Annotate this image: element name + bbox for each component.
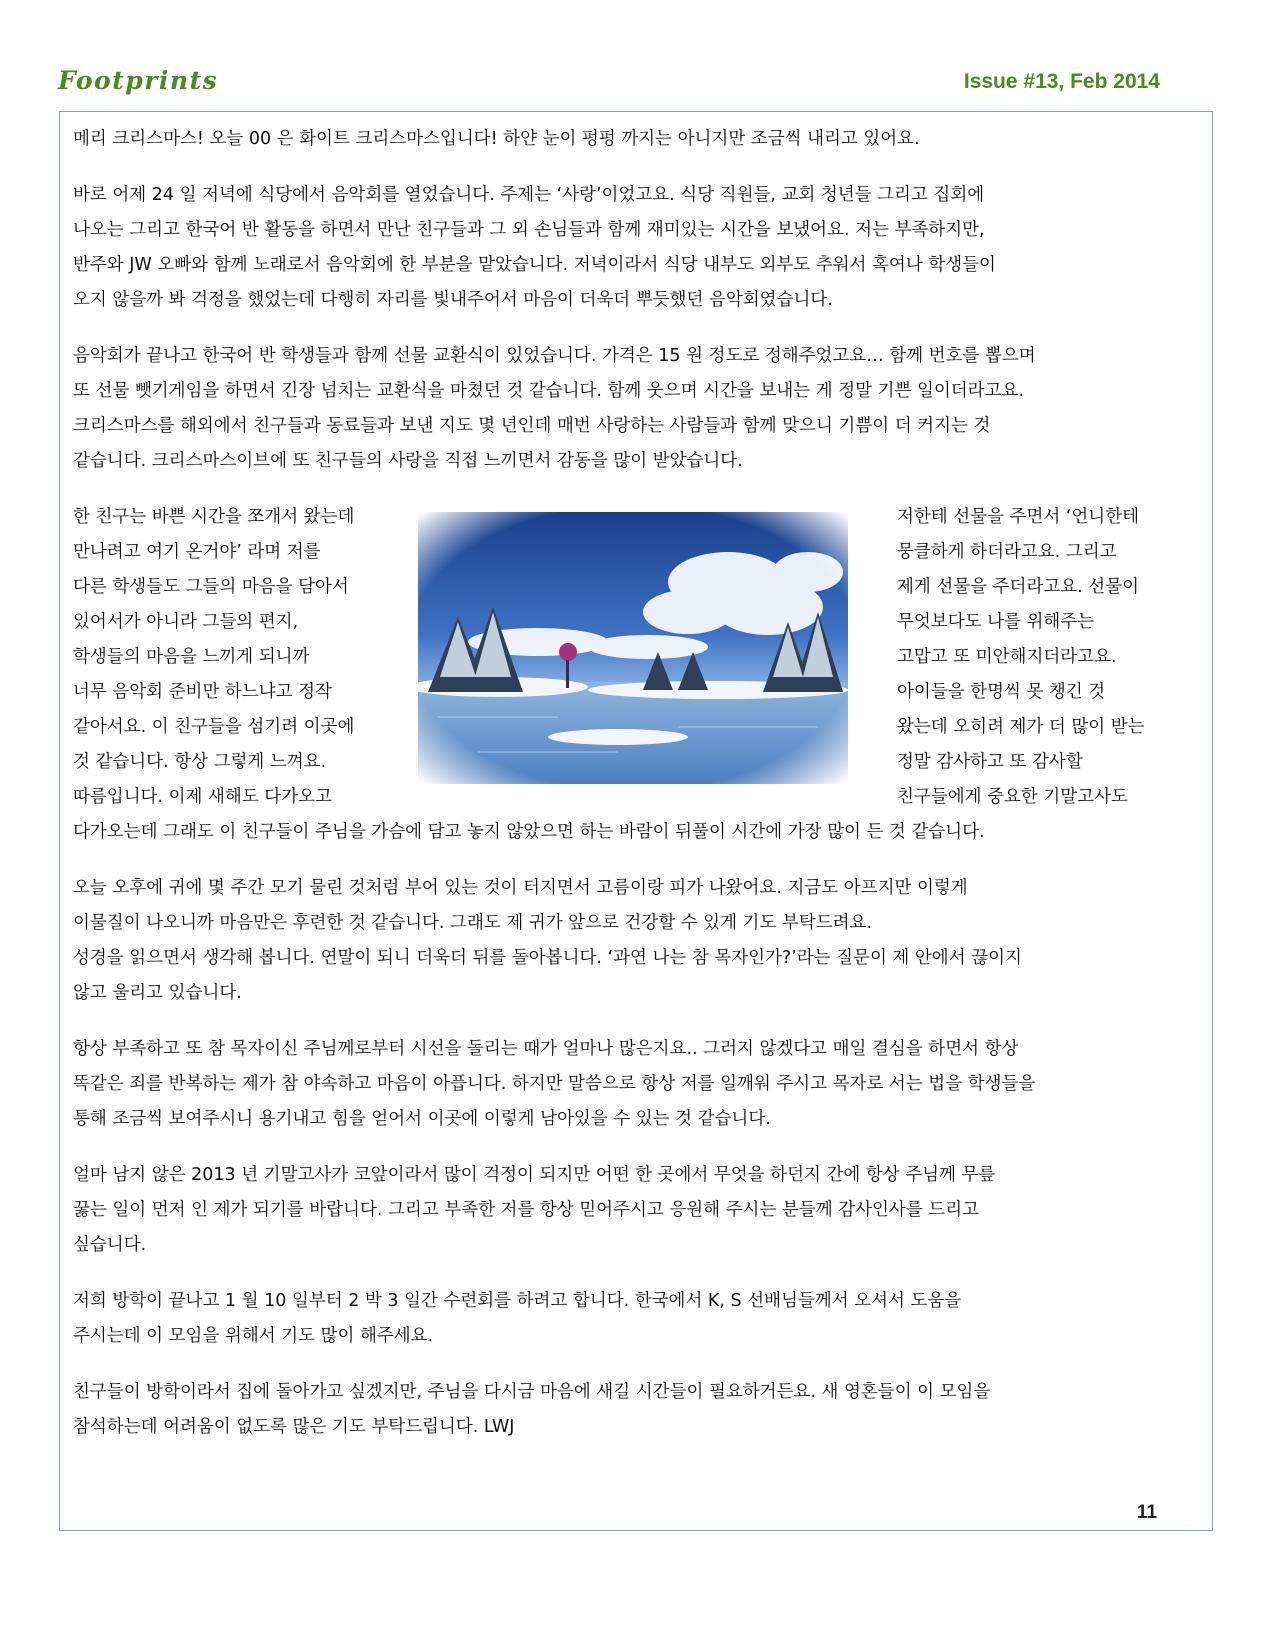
page-number: 11 bbox=[1136, 1502, 1157, 1523]
paragraph-4-right-column: 저한테 선물을 주면서 ‘언니한테 뭉클하게 하더라고요. 그리고 제게 선물을 주더라고요. 선물이 무엇보다도 나를 위해주는 고맙고 또 미안해지더라고요. 아이들을 한명씩 못 챙긴 것 왔는데 오히려 제가 더 많이 받는 정말 감사하고 또 감사할 친구들에게 중요한 기말고사도 bbox=[897, 507, 1145, 807]
issue-label: Issue #13, Feb 2014 bbox=[963, 70, 1160, 93]
paragraph-4-end: 다가오는데 그래도 이 친구들이 주님을 가슴에 담고 놓지 않았으면 하는 바람이 뒤풀이 시간에 가장 많이 든 것 같습니다. bbox=[73, 822, 985, 842]
article-body bbox=[73, 122, 1198, 1445]
paragraph-7: 얼마 남지 않은 2013 년 기말고사가 코앞이라서 많이 걱정이 되지만 어떤 한 곳에서 무엇을 하던지 간에 항상 주님께 무릎 꿇는 일이 먼저 인 제가 되기를 바랍니다. 그리고 부족한 저를 항상 믿어주시고 응원해 주시는 분들께 감사인사를 드리고 싶습니다. bbox=[73, 1165, 996, 1255]
paragraph-9: 친구들이 방학이라서 집에 돌아가고 싶겠지만, 주님을 다시금 마음에 새길 시간들이 필요하거든요. 새 영혼들이 이 모임을 참석하는데 어려움이 없도록 많은 기도 부탁드립니다. LWJ bbox=[73, 1382, 991, 1437]
paragraph-1: 메리 크리스마스! 오늘 00 은 화이트 크리스마스입니다! 하얀 눈이 펑펑 까지는 아니지만 조금씩 내리고 있어요. bbox=[73, 129, 920, 149]
newsletter-title: Footprints bbox=[58, 66, 219, 95]
paragraph-8: 저희 방학이 끝나고 1 월 10 일부터 2 박 3 일간 수련회를 하려고 합니다. 한국에서 K, S 선배님들께서 오셔서 도움을 주시는데 이 모임을 위해서 기도 많이 해주세요. bbox=[73, 1291, 962, 1346]
paragraph-2: 바로 어제 24 일 저녁에 식당에서 음악회를 열었습니다. 주제는 ‘사랑’이었고요. 식당 직원들, 교회 청년들 그리고 집회에 나오는 그리고 한국어 반 활동을 하면서 만난 친구들과 그 외 손님들과 함께 재미있는 시간을 보냈어요. 저는 부족하지만, 반주와 JW 오빠와 함께 노래로서 음악회에 한 부분을 맡았습니다. 저녁이라서 식당 내부도 외부도 추워서 혹여나 학생들이 오지 않을까 봐 걱정을 했었는데 다행히 자리를 빛내주어서 마음이 더욱더 뿌듯했던 음악회였습니다. bbox=[73, 185, 996, 310]
paragraph-5: 오늘 오후에 귀에 몇 주간 모기 물린 것처럼 부어 있는 것이 터지면서 고름이랑 피가 나왔어요. 지금도 아프지만 이렇게 이물질이 나오니까 마음만은 후련한 것 같습니다. 그래도 제 귀가 앞으로 건강할 수 있게 기도 부탁드려요. 성경을 읽으면서 생각해 봅니다. 연말이 되니 더욱더 뒤를 돌아봅니다. ‘과연 나는 참 목자인가?’라는 질문이 제 안에서 끊이지 않고 울리고 있습니다. bbox=[73, 878, 1022, 1003]
paragraph-4-left-column: 한 친구는 바쁜 시간을 쪼개서 왔는데 만나려고 여기 온거야’ 라며 저를 다른 학생들도 그들의 마음을 담아서 있어서가 아니라 그들의 편지, 학생들의 마음을 느끼게 되니까 너무 음악회 준비만 하느냐고 정작 같아서요. 이 친구들을 섬기려 이곳에 것 같습니다. 항상 그렇게 느껴요. 따름입니다. 이제 새해도 다가오고 bbox=[73, 507, 355, 807]
paragraph-3: 음악회가 끝나고 한국어 반 학생들과 함께 선물 교환식이 있었습니다. 가격은 15 원 정도로 정해주었고요… 함께 번호를 뽑으며 또 선물 뺏기게임을 하면서 긴장 넘치는 교환식을 마쳤던 것 같습니다. 함께 웃으며 시간을 보내는 게 정말 기쁜 일이더라고요. 크리스마스를 해외에서 친구들과 동료들과 보낸 지도 몇 년인데 매번 사랑하는 사람들과 함께 맞으니 기쁨이 더 커지는 것 같습니다. 크리스마스이브에 또 친구들의 사랑을 직접 느끼면서 감동을 많이 받았습니다. bbox=[73, 346, 1036, 471]
winter-landscape-photo bbox=[418, 512, 848, 784]
paragraph-4-wrapped bbox=[73, 500, 1198, 815]
paragraph-6: 항상 부족하고 또 참 목자이신 주님께로부터 시선을 돌리는 때가 얼마나 많은지요.. 그러지 않겠다고 매일 결심을 하면서 항상 똑같은 죄를 반복하는 제가 참 야속하고 마음이 아픕니다. 하지만 말씀으로 항상 저를 일깨워 주시고 목자로 서는 법을 학생들을 통해 조금씩 보여주시니 용기내고 힘을 얻어서 이곳에 이렇게 남아있을 수 있는 것 같습니다. bbox=[73, 1039, 1036, 1129]
